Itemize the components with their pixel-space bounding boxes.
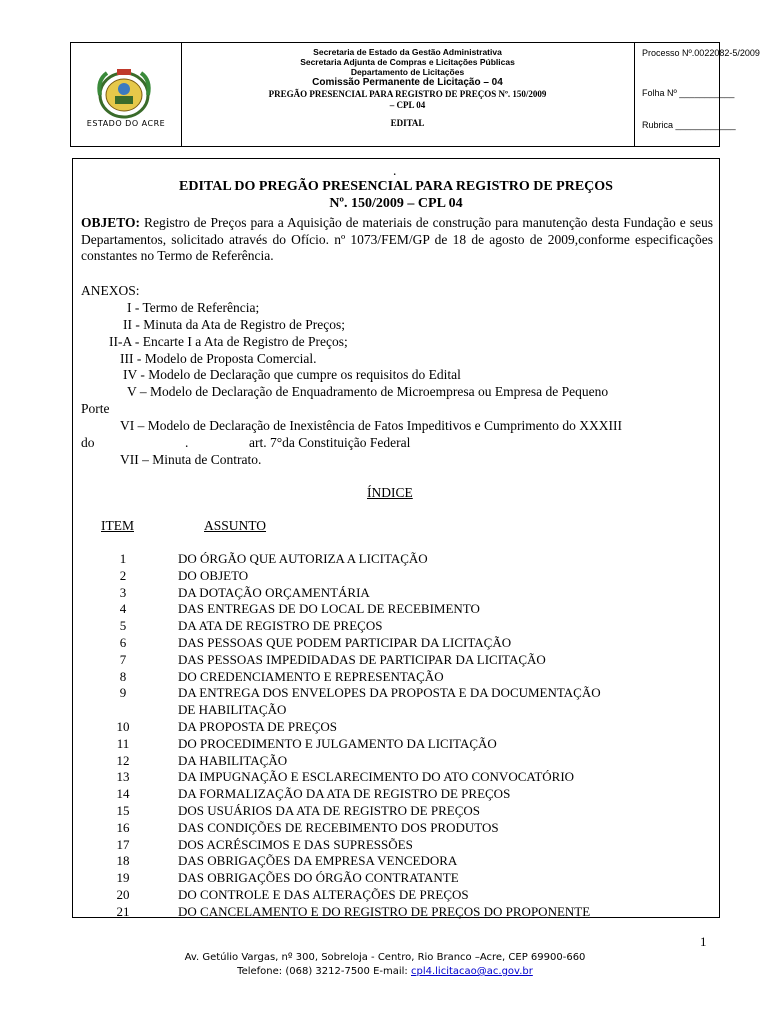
indice-item-number: 20 xyxy=(116,887,130,902)
anexo-item: VI – Modelo de Declaração de Inexistência de Fatos Impeditivos e Cumprimento do XXXIII xyxy=(120,418,622,433)
header-process-cell xyxy=(634,43,760,146)
header-line-2: Secretaria Adjunta de Compras e Licitações Públicas xyxy=(300,57,515,67)
indice-item-subject: DO CREDENCIAMENTO E REPRESENTAÇÃO xyxy=(178,668,444,684)
estado-label: ESTADO DO ACRE xyxy=(86,119,166,128)
objeto-paragraph xyxy=(81,215,713,265)
header-line-6: – CPL 04 xyxy=(389,100,426,110)
indice-item-number: 13 xyxy=(116,769,130,785)
indice-item-number: 8 xyxy=(119,668,127,684)
header-line-1: Secretaria de Estado da Gestão Administrativa xyxy=(313,47,502,57)
indice-item-subject: DAS CONDIÇÕES DE RECEBIMENTO DOS PRODUTOS xyxy=(178,819,499,835)
page-number: 1 xyxy=(700,934,707,949)
header-line-5: PREGÃO PRESENCIAL PARA REGISTRO DE PREÇOS Nº. 150/2009 xyxy=(268,89,547,99)
indice-item-subject: DA DOTAÇÃO ORÇAMENTÁRIA xyxy=(178,584,370,600)
indice-item-number: 19 xyxy=(116,870,130,886)
indice-item-subject: DOS ACRÉSCIMOS E DAS SUPRESSÕES xyxy=(178,836,413,852)
folha-field: Folha Nº ___________ xyxy=(642,88,735,98)
dot-mark: . xyxy=(393,163,397,178)
indice-item-subject: DO CANCELAMENTO E DO REGISTRO DE PREÇOS DO PROPONENTE xyxy=(178,903,591,919)
processo-number: Processo Nº.0022082-5/2009 xyxy=(642,48,760,58)
indice-item-subject: DA HABILITAÇÃO xyxy=(178,752,288,768)
indice-item-subject: DO PROCEDIMENTO E JULGAMENTO DA LICITAÇÃO xyxy=(178,735,497,751)
indice-item-number: 3 xyxy=(119,584,127,600)
indice-item-subject: DAS PESSOAS IMPEDIDADAS DE PARTICIPAR DA LICITAÇÃO xyxy=(178,651,546,667)
indice-item-subject: DE HABILITAÇÃO xyxy=(178,702,287,718)
objeto-text: Registro de Preços para a Aquisição de materiais de construção para manutenção desta Fundação e seus Departamentos, solicitado através do Ofício. nº 1073/FEM/GP de 18 de agosto de 2009,conforme especificações constantes no Termo de Referência. xyxy=(81,215,713,263)
edital-content-box xyxy=(72,158,720,918)
document-header xyxy=(70,42,760,147)
anexo-item: V – Modelo de Declaração de Enquadramento de Microempresa ou Empresa de Pequeno xyxy=(127,384,609,399)
header-title-cell xyxy=(181,43,635,146)
indice-item-number: 5 xyxy=(119,618,127,634)
anexos-label: ANEXOS: xyxy=(81,283,140,298)
anexo-item: VII – Minuta de Contrato. xyxy=(120,452,262,467)
footer-email-link[interactable]: cpl4.licitacao@ac.gov.br xyxy=(410,966,533,977)
indice-item-subject: DO ÓRGÃO QUE AUTORIZA A LICITAÇÃO xyxy=(178,551,428,566)
footer-phone: Telefone: (068) 3212-7500 E-mail: xyxy=(237,966,411,977)
indice-item-subject: DAS ENTREGAS DE DO LOCAL DE RECEBIMENTO xyxy=(178,601,480,617)
indice-item-number: 21 xyxy=(116,903,130,919)
anexo-item: . xyxy=(185,435,189,450)
header-line-3: Departamento de Licitações xyxy=(350,67,465,77)
rubrica-field: Rubrica ____________ xyxy=(642,120,736,130)
objeto-label: OBJETO: xyxy=(81,215,141,230)
indice-item-number: 9 xyxy=(119,685,127,701)
anexo-item: IV - Modelo de Declaração que cumpre os requisitos do Edital xyxy=(123,367,461,382)
footer-address: Av. Getúlio Vargas, nº 300, Sobreloja - Centro, Rio Branco –Acre, CEP 69900-660 xyxy=(184,952,586,963)
anexo-item: Porte xyxy=(81,401,110,416)
indice-item-number: 16 xyxy=(116,819,130,835)
indice-item-subject: DA PROPOSTA DE PREÇOS xyxy=(178,719,337,734)
indice-title: ÍNDICE xyxy=(367,485,413,500)
indice-item-subject: DAS OBRIGAÇÕES DO ÓRGÃO CONTRATANTE xyxy=(178,870,459,886)
indice-item-number: 18 xyxy=(116,853,130,869)
col-item-header: ITEM xyxy=(101,518,134,533)
indice-item-number: 1 xyxy=(119,551,127,566)
header-logo-cell xyxy=(71,43,182,146)
indice-item-subject: DA IMPUGNAÇÃO E ESCLARECIMENTO DO ATO CONVOCATÓRIO xyxy=(178,769,575,785)
anexo-item: do xyxy=(81,435,95,450)
indice-item-subject: DO CONTROLE E DAS ALTERAÇÕES DE PREÇOS xyxy=(178,887,469,902)
anexo-item: I - Termo de Referência; xyxy=(127,300,260,315)
indice-item-subject: DAS PESSOAS QUE PODEM PARTICIPAR DA LICITAÇÃO xyxy=(178,635,512,650)
edital-number: Nº. 150/2009 – CPL 04 xyxy=(329,196,463,211)
indice-item-subject: DA FORMALIZAÇÃO DA ATA DE REGISTRO DE PREÇOS xyxy=(178,786,511,802)
indice-item-number: 2 xyxy=(119,567,127,583)
indice-item-number: 17 xyxy=(116,836,130,852)
indice-item-number: 11 xyxy=(116,735,130,751)
indice-item-number: 7 xyxy=(119,651,127,667)
indice-item-number: 10 xyxy=(116,719,130,734)
indice-item-number: 15 xyxy=(116,803,130,818)
anexo-item: art. 7°da Constituição Federal xyxy=(249,435,411,450)
anexo-item: III - Modelo de Proposta Comercial. xyxy=(120,351,317,366)
header-line-4: Comissão Permanente de Licitação – 04 xyxy=(312,77,503,88)
anexo-item: II-A - Encarte I a Ata de Registro de Preços; xyxy=(109,334,348,349)
indice-item-number: 6 xyxy=(119,635,127,650)
indice-item-subject: DO OBJETO xyxy=(178,567,249,583)
indice-item-subject: DA ENTREGA DOS ENVELOPES DA PROPOSTA E DA DOCUMENTAÇÃO xyxy=(178,685,601,701)
indice-item-number: 12 xyxy=(116,752,130,768)
indice-item-subject: DA ATA DE REGISTRO DE PREÇOS xyxy=(178,618,383,634)
indice-item-subject: DAS OBRIGAÇÕES DA EMPRESA VENCEDORA xyxy=(178,853,458,869)
footer-contact xyxy=(0,966,770,977)
indice-item-number: 4 xyxy=(119,601,127,617)
indice-item-number: 14 xyxy=(116,786,130,802)
edital-title: EDITAL DO PREGÃO PRESENCIAL PARA REGISTRO DE PREÇOS xyxy=(179,179,613,194)
anexo-item: II - Minuta da Ata de Registro de Preços; xyxy=(123,317,345,332)
col-assunto-header: ASSUNTO xyxy=(204,518,267,533)
indice-item-subject: DOS USUÁRIOS DA ATA DE REGISTRO DE PREÇOS xyxy=(178,803,480,818)
header-line-7: EDITAL xyxy=(390,118,425,128)
